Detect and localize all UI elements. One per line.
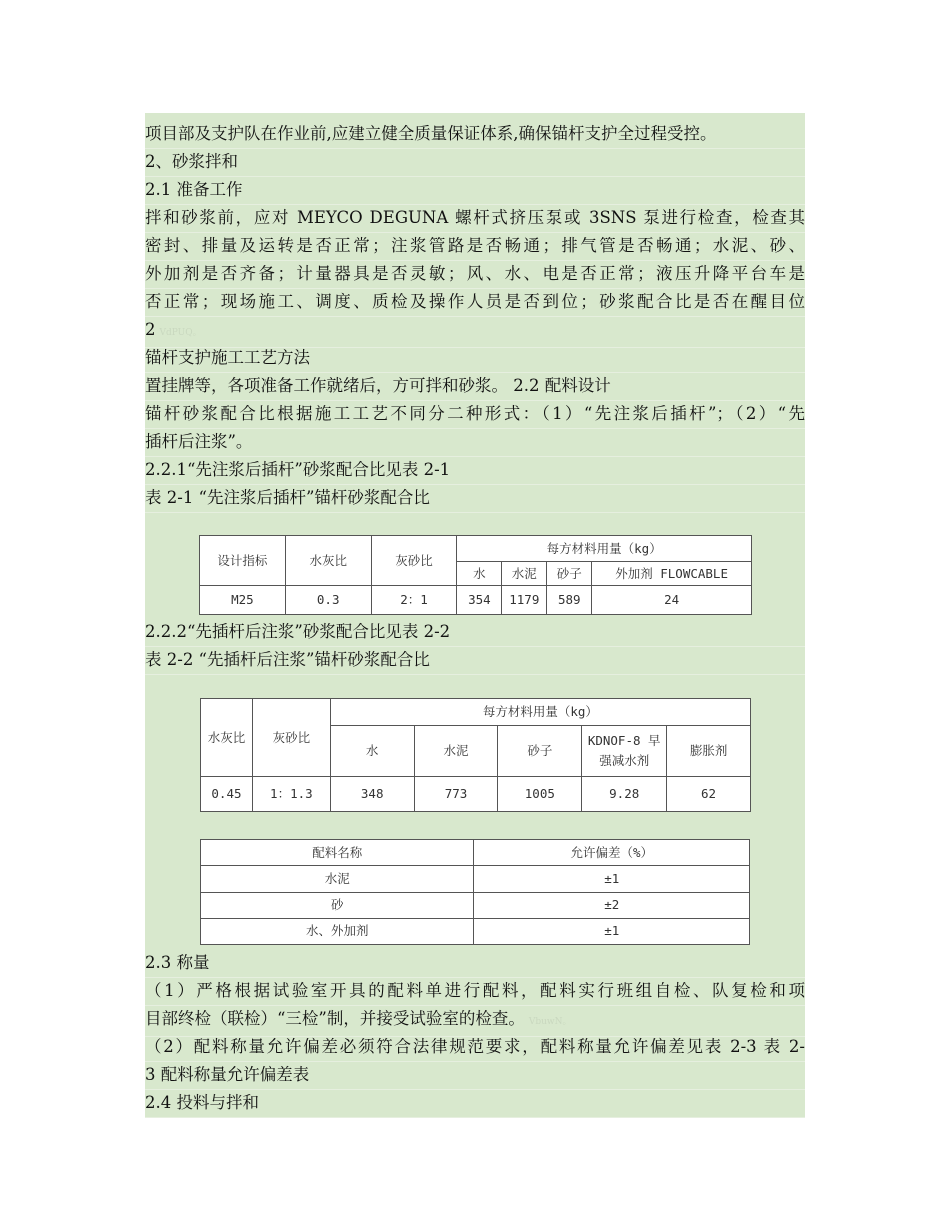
faint-mark: VbuwN。	[528, 1017, 572, 1027]
paragraph-line: 外加剂是否齐备；计量器具是否灵敏；风、水、电是否正常；液压升降平台车是	[145, 260, 805, 289]
paragraph-line: （2）配料称量允许偏差必须符合法律规范要求，配料称量允许偏差见表 2-3 表 2-	[145, 1033, 805, 1062]
table-2-2	[200, 698, 751, 811]
header-cell: 砂子	[498, 726, 582, 777]
paragraph-line: 锚杆支护施工工艺方法	[145, 344, 805, 373]
table-cell: 354	[457, 586, 502, 615]
line-text: 2	[145, 320, 156, 339]
subsection-heading: 2.4 投料与拌和	[145, 1089, 805, 1118]
header-cell: 水泥	[502, 562, 547, 586]
header-cell: 水泥	[414, 726, 498, 777]
header-cell: 外加剂 FLOWCABLE	[592, 562, 752, 586]
subsection-heading: 2.2.2“先插杆后注浆”砂浆配合比见表 2-2	[145, 618, 805, 647]
table-cell: 773	[414, 777, 498, 812]
header-cell: 配料名称	[201, 840, 474, 866]
subsection-heading: 2.3 称量	[145, 949, 805, 978]
table-cell: 1005	[498, 777, 582, 812]
subsection-heading: 2.2.1“先注浆后插杆”砂浆配合比见表 2-1	[145, 456, 805, 485]
table-cell: 水泥	[201, 866, 474, 892]
header-group-cell: 每方材料用量（kg）	[330, 699, 750, 726]
table-cell: ±1	[474, 918, 750, 944]
line-text: 目部终检（联检）“三检”制，并接受试验室的检查。	[145, 1009, 525, 1028]
table-cell: 348	[330, 777, 414, 812]
table-cell: 0.3	[285, 586, 371, 615]
table-cell: M25	[200, 586, 286, 615]
table-cell: 砂	[201, 892, 474, 918]
table-caption: 表 2-2 “先插杆后注浆”锚杆砂浆配合比	[145, 646, 805, 675]
header-cell: 水灰比	[201, 699, 253, 777]
table-cell: 1：1.3	[252, 777, 330, 812]
subsection-heading: 2.1 准备工作	[145, 176, 805, 205]
table-2-1	[199, 535, 752, 614]
paragraph-line: 锚杆砂浆配合比根据施工工艺不同分二种形式：（1）“先注浆后插杆”；（2）“先	[145, 400, 805, 429]
table-caption: 表 2-1 “先注浆后插杆”锚杆砂浆配合比	[145, 484, 805, 513]
header-cell: 膨胀剂	[667, 726, 751, 777]
paragraph-line: （1）严格根据试验室开具的配料单进行配料，配料实行班组自检、队复检和项	[145, 977, 805, 1006]
paragraph-line: 拌和砂浆前，应对 MEYCO DEGUNA 螺杆式挤压泵或 3SNS 泵进行检查，检查其	[145, 204, 805, 233]
paragraph-line: 否正常；现场施工、调度、质检及操作人员是否到位；砂浆配合比是否在醒目位	[145, 288, 805, 317]
table-cell: ±2	[474, 892, 750, 918]
table-cell: ±1	[474, 866, 750, 892]
paragraph-line: 项目部及支护队在作业前,应建立健全质量保证体系,确保锚杆支护全过程受控。	[145, 120, 805, 149]
table-cell: 589	[547, 586, 592, 615]
table-cell: 1179	[502, 586, 547, 615]
header-cell: 水灰比	[285, 536, 371, 586]
table-cell: 0.45	[201, 777, 253, 812]
table-cell: 水、外加剂	[201, 918, 474, 944]
paragraph-line: 置挂牌等，各项准备工作就绪后，方可拌和砂浆。 2.2 配料设计	[145, 372, 805, 401]
header-group-cell: 每方材料用量（kg）	[457, 536, 752, 562]
header-cell: 水	[330, 726, 414, 777]
table-cell: 9.28	[582, 777, 667, 812]
document-page	[145, 113, 805, 1117]
header-cell: 灰砂比	[371, 536, 457, 586]
paragraph-line: 密封、排量及运转是否正常；注浆管路是否畅通；排气管是否畅通；水泥、砂、	[145, 232, 805, 261]
faint-mark: VdPUQ。	[159, 328, 202, 338]
header-cell: 砂子	[547, 562, 592, 586]
paragraph-line: 3 配料称量允许偏差表	[145, 1061, 805, 1090]
header-cell: KDNOF-8 早强减水剂	[582, 726, 667, 777]
paragraph-line: 插杆后注浆”。	[145, 428, 805, 457]
header-cell: 灰砂比	[252, 699, 330, 777]
table-cell: 2：1	[371, 586, 457, 615]
header-cell: 水	[457, 562, 502, 586]
header-cell: 允许偏差（%）	[474, 840, 750, 866]
section-heading: 2、砂浆拌和	[145, 148, 805, 177]
table-cell: 62	[667, 777, 751, 812]
table-2-3	[200, 839, 750, 945]
table-cell: 24	[592, 586, 752, 615]
header-cell: 设计指标	[200, 536, 286, 586]
